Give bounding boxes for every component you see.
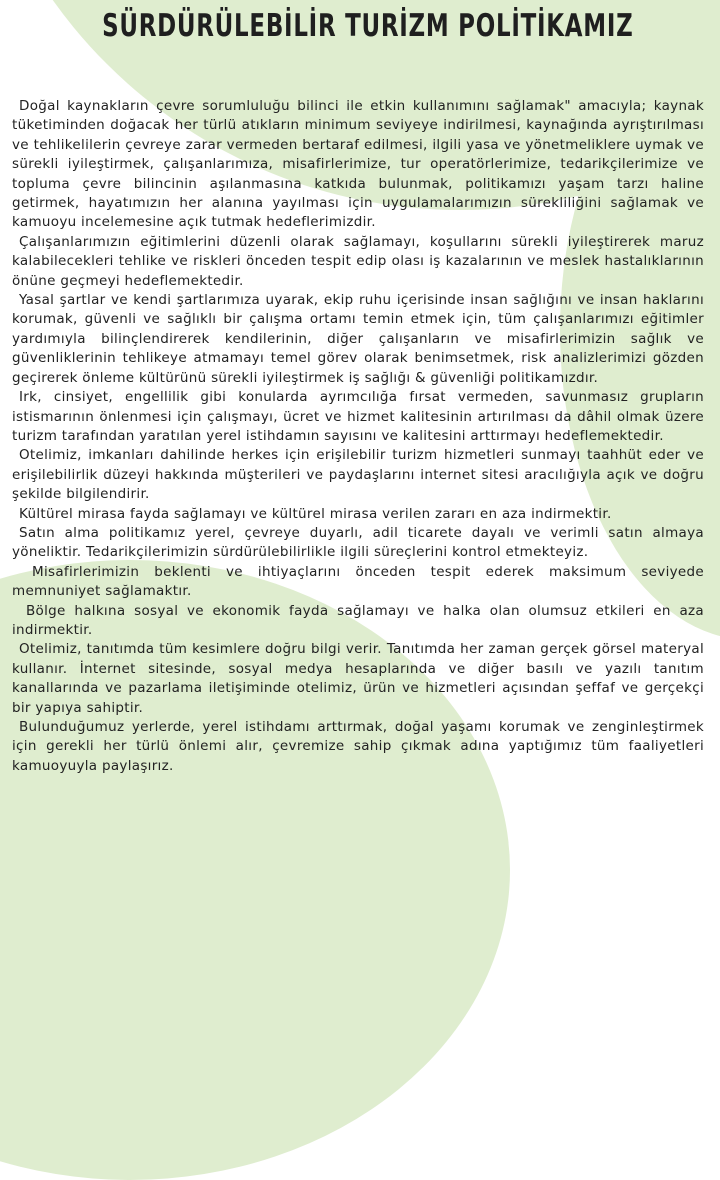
paragraph-local-community: Bölge halkına sosyal ve ekonomik fayda sağlamayı ve halka olan olumsuz etkileri en aza indirmektir.	[12, 602, 704, 638]
paragraph-accessibility: Otelimiz, imkanları dahilinde herkes için erişilebilir turizm hizmetleri sunmayı taahhüt eder ve erişilebilirlik düzeyi hakkında müşterileri ve paydaşlarını internet sitesi aracılığıyla açık ve doğru şekilde bilgilendirir.	[12, 447, 704, 503]
policy-text-body	[12, 97, 704, 776]
paragraph-occupational-health-safety: Yasal şartlar ve kendi şartlarımıza uyarak, ekip ruhu içerisinde insan sağlığını ve insan haklarını korumak, güvenli ve sağlıklı bir çalışma ortamı temin etmek için, tüm çalışanlarımızı eğitimler yardımıyla bilinçlendirerek kendilerinin, diğer çalışanların ve misafirlerimizin sağlık ve güvenliklerinin tehlikeye atmamayı temel görev olarak benimsetmek, risk analizlerimizi gözden geçirerek önleme kültürünü sürekli iyileştirmek iş sağlığı & güvenliği politikamızdır.	[12, 292, 704, 386]
paragraph-non-discrimination: Irk, cinsiyet, engellilik gibi konularda ayrımcılığa fırsat vermeden, savunmasız grupların istismarının önlenmesi için çalışmayı, ücret ve hizmet kalitesinin artırılması da dâhil olmak üzere turizm tarafından yaratılan yerel istihdamın sayısını ve kalitesini arttırmayı hedeflemektedir.	[12, 389, 704, 444]
paragraph-cultural-heritage: Kültürel mirasa fayda sağlamayı ve kültürel mirasa verilen zararı en aza indirmektir.	[19, 505, 612, 522]
paragraph-local-employment: Bulunduğumuz yerlerde, yerel istihdamı arttırmak, doğal yaşamı korumak ve zenginleştirmek için gerekli her türlü önlemi alır, çevremize sahip çıkmak adına yaptığımız tüm faaliyetleri kamuoyuyla paylaşırız.	[12, 719, 704, 774]
paragraph-promotion: Otelimiz, tanıtımda tüm kesimlere doğru bilgi verir. Tanıtımda her zaman gerçek görsel materyal kullanır. İnternet sitesinde, sosyal medya hesaplarında ve diğer basılı ve yazılı tanıtım kanallarında ve pazarlama iletişiminde otelimiz, ürün ve hizmetleri açısından şeffaf ve gerçekçi bir yapıya sahiptir.	[12, 641, 704, 716]
page-title: SÜRDÜRÜLEBİLİR TURİZM POLİTİKAMIZ	[102, 8, 634, 44]
paragraph-employee-training: Çalışanlarımızın eğitimlerini düzenli olarak sağlamayı, koşullarını sürekli iyileştirerek maruz kalabilecekleri tehlike ve riskleri önceden tespit edip olası iş kazalarının ve meslek hastalıklarının önüne geçmeyi hedeflemektedir.	[12, 233, 704, 289]
paragraph-purchasing: Satın alma politikamız yerel, çevreye duyarlı, adil ticarete dayalı ve verimli satın almaya yöneliktir. Tedarikçilerimizin sürdürülebilirlikle ilgili süreçlerini kontrol etmekteyiz.	[12, 524, 704, 561]
paragraph-guest-satisfaction: Misafirlerimizin beklenti ve ihtiyaçlarını önceden tespit ederek maksimum seviyede memnuniyet sağlamaktır.	[12, 563, 704, 600]
paragraph-environment: Doğal kaynakların çevre sorumluluğu bilinci ile etkin kullanımını sağlamak" amacıyla; kaynak tüketiminden doğacak her türlü atıkların minimum seviyeye indirilmesi, kaynağında ayrıştırılması ve tehlikelilerin çevreye zarar vermeden bertaraf edilmesi, ilgili yasa ve yönetmeliklere uymak ve sürekli iyileştirmek, çalışanlarımıza, misafirlerimize, tur operatörlerimize, tedarikçilerimize ve topluma çevre bilincinin aşılanmasına katkıda bulunmak, politikamızı yaşam tarzı haline getirmek, hayatımızın her alanına yayılması için uygulamalarımızın sürekliliğini sağlamak ve kamuoyu incelemesine açık tutmak hedeflerimizdir.	[12, 98, 704, 231]
